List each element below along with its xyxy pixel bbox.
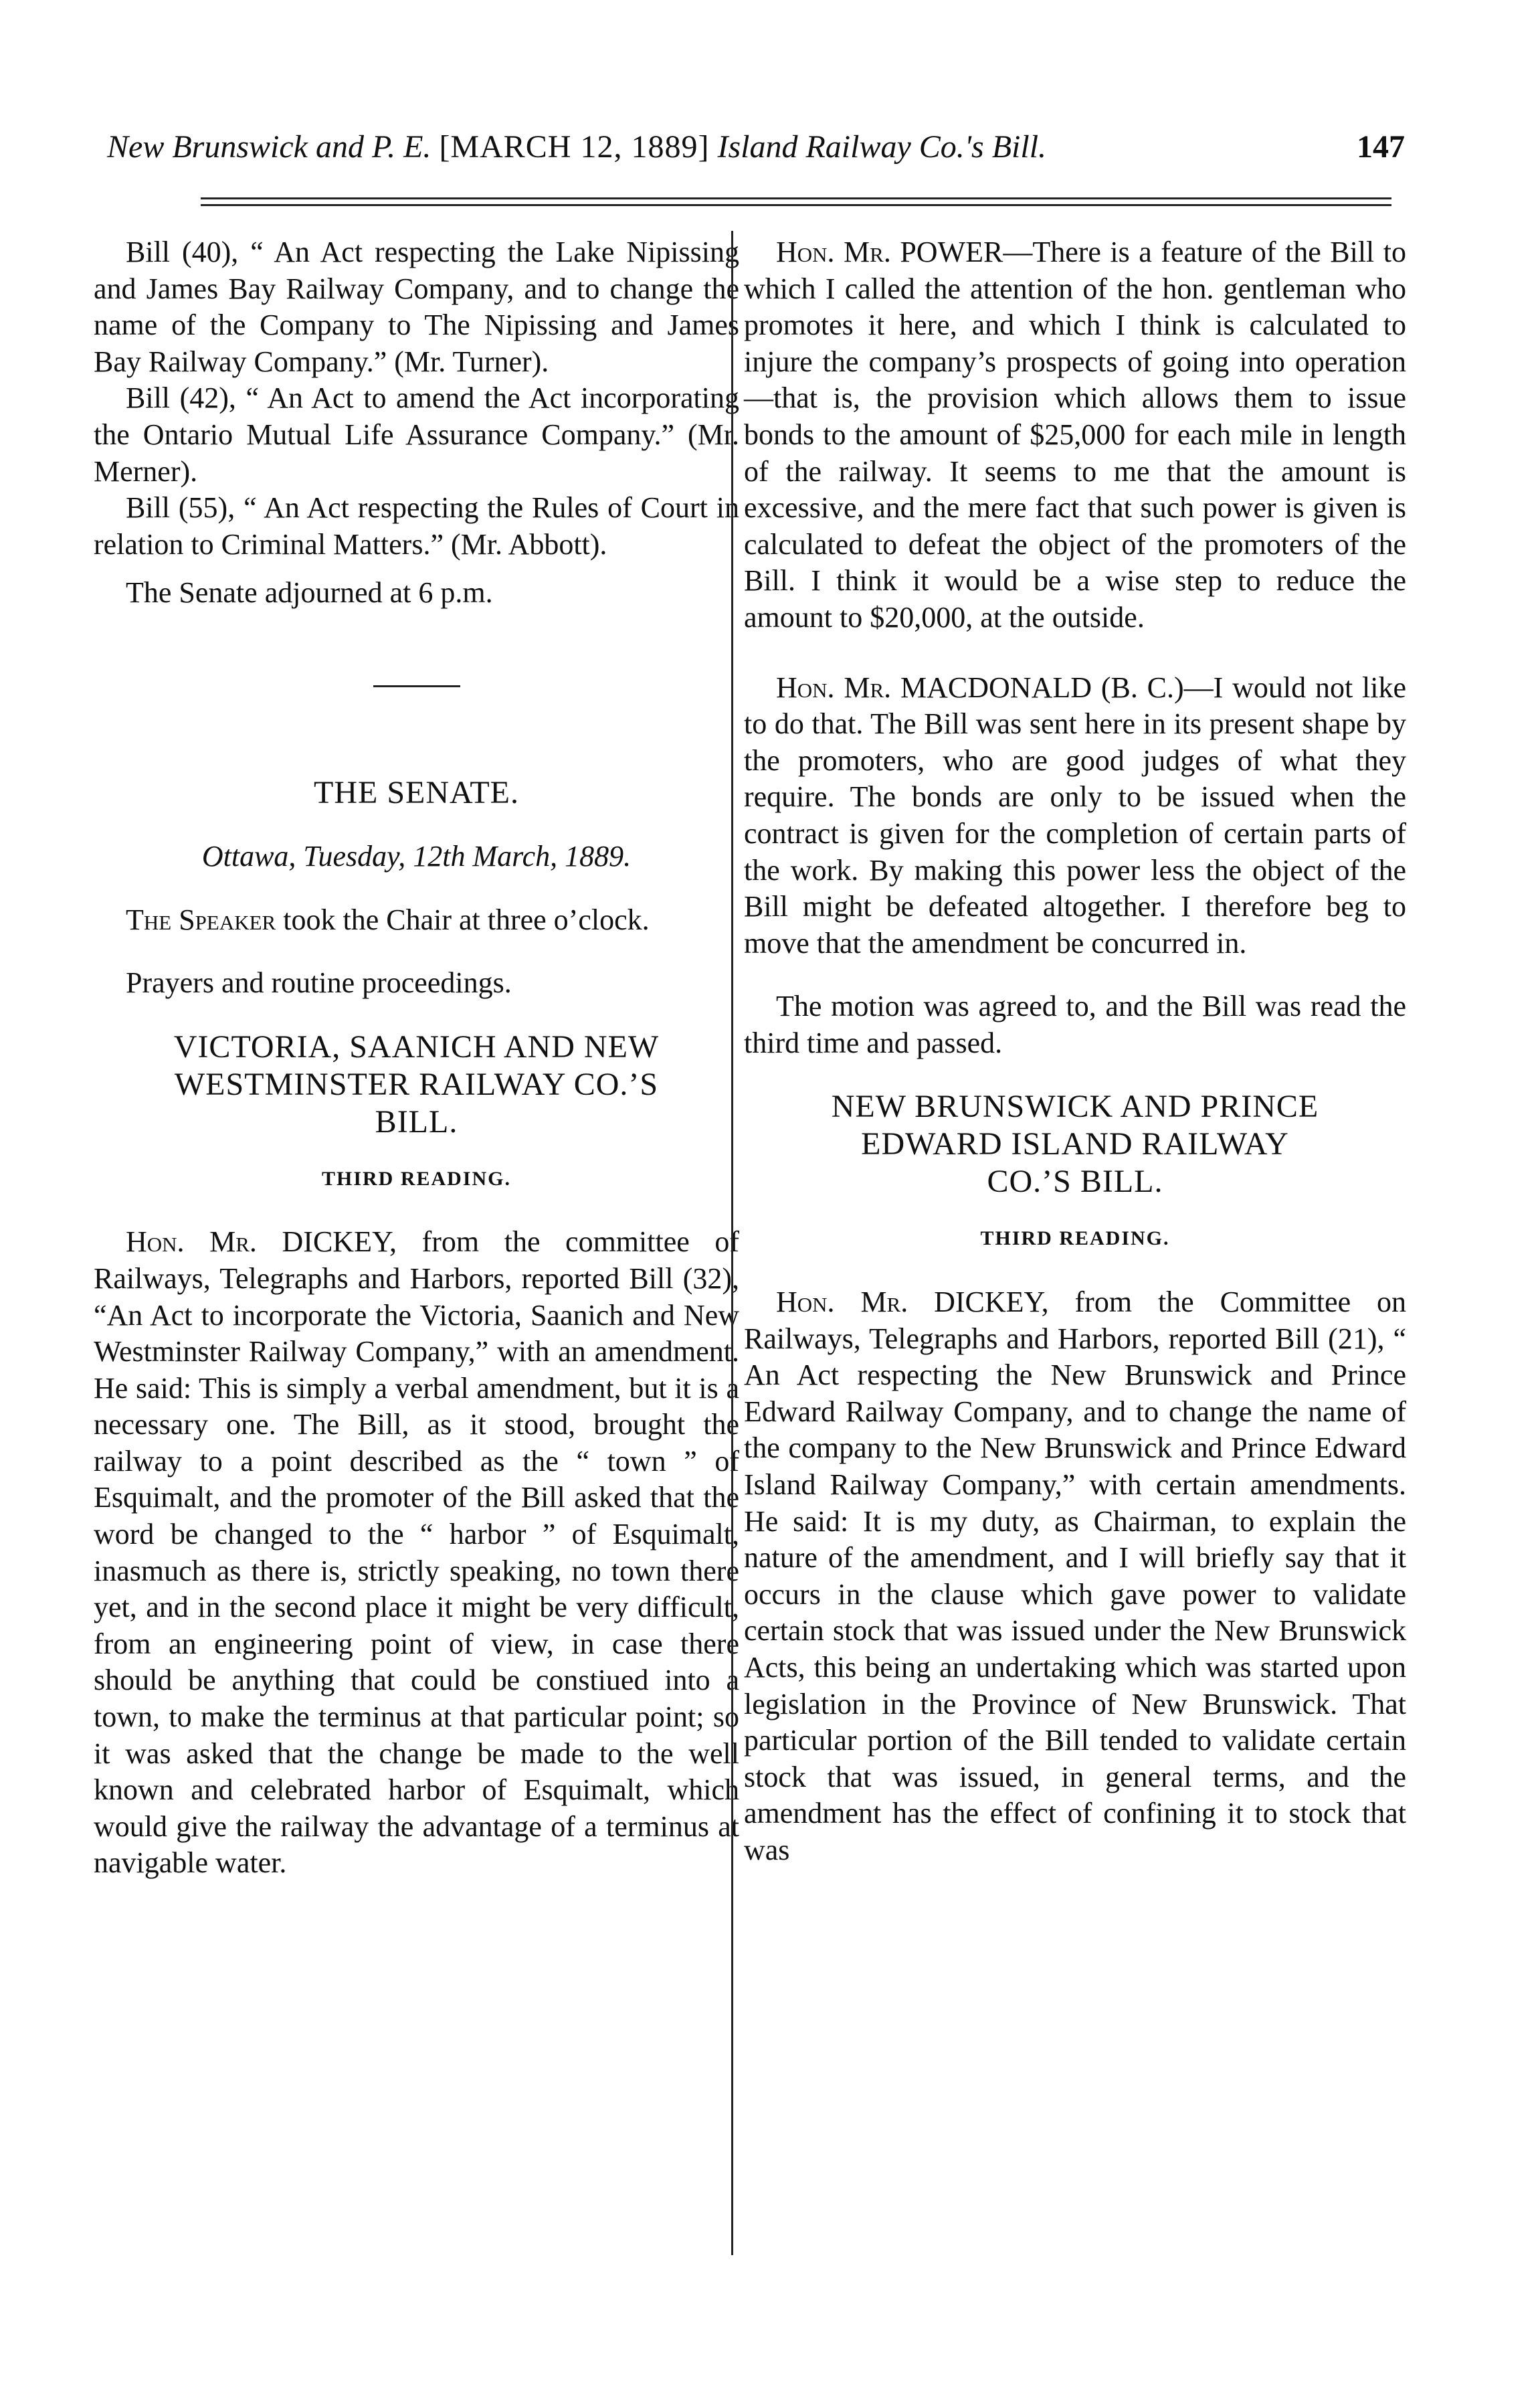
prayers-note: Prayers and routine proceedings. [126, 966, 512, 1000]
speaker-paragraph [94, 902, 739, 939]
victoria-bill-heading [94, 1029, 739, 1141]
paragraph-text: POWER—There is a feature of the Bill to which I called the attention of the hon. gentleman who promotes it here, and which I think is calculated to injure the company’s prospects of going into operation—that is, the provision which allows them to issue bonds to the amount of $25,000 for each mile in length of the railway. It seems to me that the amount is excessive, and the mere fact that such power is given is calculated to defeat the object of the promoters of the Bill. I think it would be a wise step to reduce the amount to $20,000, at the outside. [744, 236, 1406, 634]
bill-entry: Bill (40), “ An Act respecting the Lake Nipissing and James Bay Railway Company, and to change the name of the Company to The Nipissing and James Bay Railway Company.” (Mr. Turner). [94, 236, 739, 378]
third-reading-label: THIRD READING. [321, 1167, 512, 1190]
paragraph-text: MACDONALD (B. C.)—I would not like to do that. The Bill was sent here in its present shape by the promoters, who are good judges of what they require. The bonds are only to be issued when the contract is given for the completion of certain parts of the work. By making this power less the object of the Bill might be defeated altogether. I therefore beg to move that the amendment be concurred in. [744, 671, 1406, 960]
left-column [94, 234, 739, 1882]
third-reading-label: THIRD READING. [980, 1227, 1170, 1250]
heading-line: WESTMINSTER RAILWAY CO.’S [174, 1066, 659, 1102]
dickey-paragraph [744, 1284, 1406, 1869]
paragraph-text: DICKEY, from the committee of Railways, Telegraphs and Harbors, reported Bill (32), “An Act to incorporate the Victoria, Saanich and New Westminster Railway Company,” with an amendment. He said: This is simply a verbal amendment, but it is a necessary one. The Bill, as it stood, brought the railway to a point described as the “ town ” of Esquimalt, and the promoter of the Bill asked that the word be changed to the “ harbor ” of Esquimalt, inasmuch as there is, strictly speaking, no town there yet, and in the second place it might be very difficult, from an engineering point of view, in case there should be anything that could be constiued into a town, to make the terminus at that particular point; so it was asked that the change be made to the well known and celebrated harbor of Esquimalt, which would give the railway the advantage of a terminus at navigable water. [94, 1225, 739, 1880]
bill-entry: Bill (55), “ An Act respecting the Rules of Court in relation to Criminal Matters.” (Mr. Abbott). [94, 491, 739, 561]
speaker-text: took the Chair at three o’clock. [276, 903, 650, 936]
speaker-title: Hon. Mr. [776, 1285, 908, 1319]
header-date: [MARCH 12, 1889] [439, 129, 710, 165]
speaker-name: The Speaker [126, 903, 276, 936]
running-header [107, 117, 1405, 177]
paragraph-text: DICKEY, from the Committee on Railways, Telegraphs and Harbors, reported Bill (21), “ An Act respecting the New Brunswick and Prince Edward Railway Company, and to change the name of the company to the New Brunswick and Prince Edward Island Railway Company,” with certain amendments. He said: It is my duty, as Chairman, to explain the nature of the amendment, and I will briefly say that it occurs in the clause which gave power to validate certain stock that was issued under the New Brunswick Acts, this being an undertaking which was started upon legislation in the Province of New Brunswick. That particular portion of the Bill tended to validate certain stock that was issued, in general terms, and the amendment has the effect of confining it to stock that was [744, 1285, 1406, 1866]
heading-line: VICTORIA, SAANICH AND NEW [173, 1029, 660, 1065]
page-number: 147 [1357, 129, 1405, 165]
heading-line: EDWARD ISLAND RAILWAY [861, 1126, 1289, 1162]
power-paragraph [744, 234, 1406, 636]
adjournment-note: The Senate adjourned at 6 p.m. [126, 576, 493, 610]
header-left-title: New Brunswick and P. E. [107, 129, 431, 165]
heading-line: BILL. [375, 1103, 458, 1140]
section-separator [373, 685, 460, 687]
column-divider [731, 231, 733, 2255]
right-column [744, 234, 1406, 1869]
dickey-paragraph [94, 1224, 739, 1882]
new-brunswick-bill-heading [744, 1088, 1406, 1201]
speaker-title: Hon. Mr. [776, 236, 891, 268]
speaker-title: Hon. Mr. [126, 1225, 257, 1259]
sitting-dateline: Ottawa, Tuesday, 12th March, 1889. [201, 839, 632, 873]
header-right-title: Island Railway Co.'s Bill. [717, 129, 1047, 165]
heading-line: NEW BRUNSWICK AND PRINCE [831, 1089, 1319, 1125]
speaker-title: Hon. Mr. [776, 671, 892, 704]
header-rule-bottom [201, 204, 1391, 206]
heading-line: CO.’S BILL. [987, 1164, 1163, 1200]
running-header-text [107, 117, 1046, 177]
senate-heading: THE SENATE. [314, 774, 519, 810]
bill-entry: Bill (42), “ An Act to amend the Act incorporating the Ontario Mutual Life Assurance Company.” (Mr. Merner). [94, 381, 739, 488]
macdonald-paragraph [744, 670, 1406, 962]
header-rule-top [201, 197, 1391, 199]
motion-note: The motion was agreed to, and the Bill was read the third time and passed. [744, 990, 1406, 1059]
